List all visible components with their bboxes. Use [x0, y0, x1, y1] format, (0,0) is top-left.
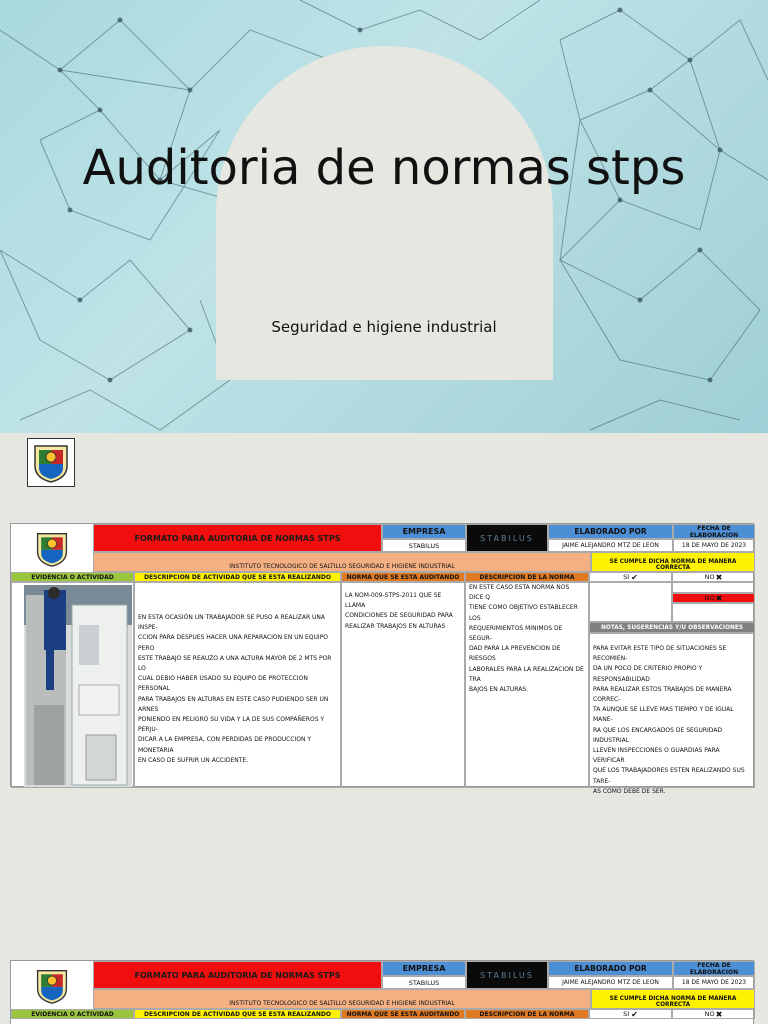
no-label: NO: [704, 594, 715, 602]
fecha-label: FECHA DE ELABORACION: [673, 524, 755, 539]
col-descripcion-norma: DESCRIPCION DE LA NORMA: [465, 572, 589, 582]
si-cell: [589, 572, 672, 582]
col-norma: NORMA QUE SE ESTA AUDITANDO: [341, 572, 465, 582]
cover-slide: [0, 0, 768, 433]
school-crest-icon: [11, 961, 93, 1011]
col-evidencia: EVIDENCIA O ACTIVIDAD: [11, 1009, 134, 1019]
fecha-value: 18 DE MAYO DE 2023: [673, 539, 755, 552]
actividad-text: EN ESTA OCASIÓN UN TRABAJADOR SE PUSO A REALIZAR UNA INSPE- CCION PARA DESPUES HACER UNA REPARACION EN UN EQUIPO PERO ESTE TRABAJO SE REAUZO A UNA ALTURA MAYOR DE 2 MTS POR LO CUAL DEBIO HABER USADO SU EQUIPO DE PROTECCION PERSONAL PARA TRABAJOS EN ALTURAS EN ESTE CASO PUDIENDO SER UN ARNES PONIENDO EN PELIGRO SU VIDA Y LA DE SUS COMPAÑEROS Y PERJU- DICAR A LA EMPRESA, CON PERDIDAS DE PRODUCCION Y MONETARIA EN CASO DE SUFRIR UN ACCIDENTE.: [134, 582, 341, 788]
brand-logo: STABILUS: [466, 524, 548, 552]
elaborado-label: ELABORADO POR: [548, 961, 673, 976]
fecha-value: 18 DE MAYO DE 2023: [673, 976, 755, 989]
cross-icon: ✖: [715, 572, 723, 582]
norma-text: LA NOM-009-STPS-2011 QUE SE LLAMA CONDICIONES DE SEGURIDAD PARA REALIZAR TRABAJOS EN ALTURAS: [341, 582, 465, 788]
no-cell: [672, 572, 755, 582]
no-answer-cell-top: [672, 582, 755, 593]
institute-name: INSTITUTO TECNOLOGICO DE SALTILLO SEGURIDAD E HIGIENE INDUSTRIAL: [93, 552, 591, 572]
elaborado-label: ELABORADO POR: [548, 524, 673, 539]
check-icon: ✔: [631, 572, 638, 582]
elaborado-value: JAIME ALEJANDRO MTZ DE LEON: [548, 976, 673, 989]
no-label: NO: [704, 573, 715, 581]
evidence-photo: [24, 585, 132, 787]
col-evidencia: EVIDENCIA O ACTIVIDAD: [11, 572, 134, 582]
col-descripcion-actividad: DESCRIPCION DE ACTIVIDAD QUE SE ESTA REALIZANDO: [134, 1009, 341, 1019]
no-label: NO: [704, 1010, 715, 1018]
evidencia-cell: [11, 582, 134, 788]
descripcion-norma-text: EN ESTE CASO ESTA NORMA NOS DICE Q TIENE COMO OBJETIVO ESTABLECER LOS REQUERIMIENTOS MINIMOS DE SEGUR- DAD PARA LA PREVENCION DE RIESGOS LABORALES PARA LA REALIZACION DE TRA BAJOS EN ALTURAS.: [465, 582, 589, 788]
fecha-label: FECHA DE ELABORACION: [673, 961, 755, 976]
institute-name: INSTITUTO TECNOLOGICO DE SALTILLO SEGURIDAD E HIGIENE INDUSTRIAL: [93, 989, 591, 1009]
si-label: SI: [623, 1010, 630, 1018]
empresa-value: STABILUS: [382, 976, 466, 989]
empresa-label: EMPRESA: [382, 524, 466, 539]
audit-sheet: [10, 523, 754, 795]
empresa-label: EMPRESA: [382, 961, 466, 976]
empresa-value: STABILUS: [382, 539, 466, 552]
cumple-header: SE CUMPLE DICHA NORMA DE MANERA CORRECTA: [591, 552, 755, 572]
notas-header: NOTAS, SUGERENCIAS Y/U OBSERVACIONES: [589, 622, 755, 633]
si-answer-cell: [589, 582, 672, 622]
audit-sheet-repeat: [10, 960, 754, 1024]
cumple-header: SE CUMPLE DICHA NORMA DE MANERA CORRECTA: [591, 989, 755, 1009]
format-title: FORMATO PARA AUDITORIA DE NORMAS STPS: [93, 961, 382, 989]
col-descripcion-actividad: DESCRIPCION DE ACTIVIDAD QUE SE ESTA REALIZANDO: [134, 572, 341, 582]
brand-logo: STABILUS: [466, 961, 548, 989]
page-subtitle: Seguridad e higiene industrial: [271, 318, 497, 336]
no-answer-marked: [672, 593, 755, 603]
school-crest-icon: [11, 524, 93, 574]
col-norma: NORMA QUE SE ESTA AUDITANDO: [341, 1009, 465, 1019]
elaborado-value: JAIME ALEJANDRO MTZ DE LEON: [548, 539, 673, 552]
page-title: Auditoria de normas stps: [82, 140, 686, 196]
no-answer-cell-bottom: [672, 603, 755, 622]
col-descripcion-norma: DESCRIPCION DE LA NORMA: [465, 1009, 589, 1019]
cross-icon: ✖: [715, 593, 723, 603]
check-icon: ✔: [631, 1009, 638, 1019]
format-title: FORMATO PARA AUDITORIA DE NORMAS STPS: [93, 524, 382, 552]
si-label: SI: [623, 573, 630, 581]
no-cell: [672, 1009, 755, 1019]
si-cell: [589, 1009, 672, 1019]
school-crest-icon: [27, 438, 75, 487]
cross-icon: ✖: [715, 1009, 723, 1019]
notas-text: PARA EVITAR ESTE TIPO DE SITUACIONES SE RECOMIEN- DA UN POCO DE CRITERIO PROPIO Y RESPONSABILIDAD PARA REALIZAR ESTOS TRABAJOS DE MANERA CORREC- TA AUNQUE SE LLEVE MAS TIEMPO Y DE IGUAL MANE- RA QUE LOS ENCARGADOS DE SEGURIDAD INDUSTRIAL LLEVEN INSPECCIONES O GUARDIAS PARA VERIFICAR QUE LOS TRABAJADORES ESTEN REALIZANDO SUS TARE- AS COMO DEBE DE SER.: [589, 633, 755, 788]
